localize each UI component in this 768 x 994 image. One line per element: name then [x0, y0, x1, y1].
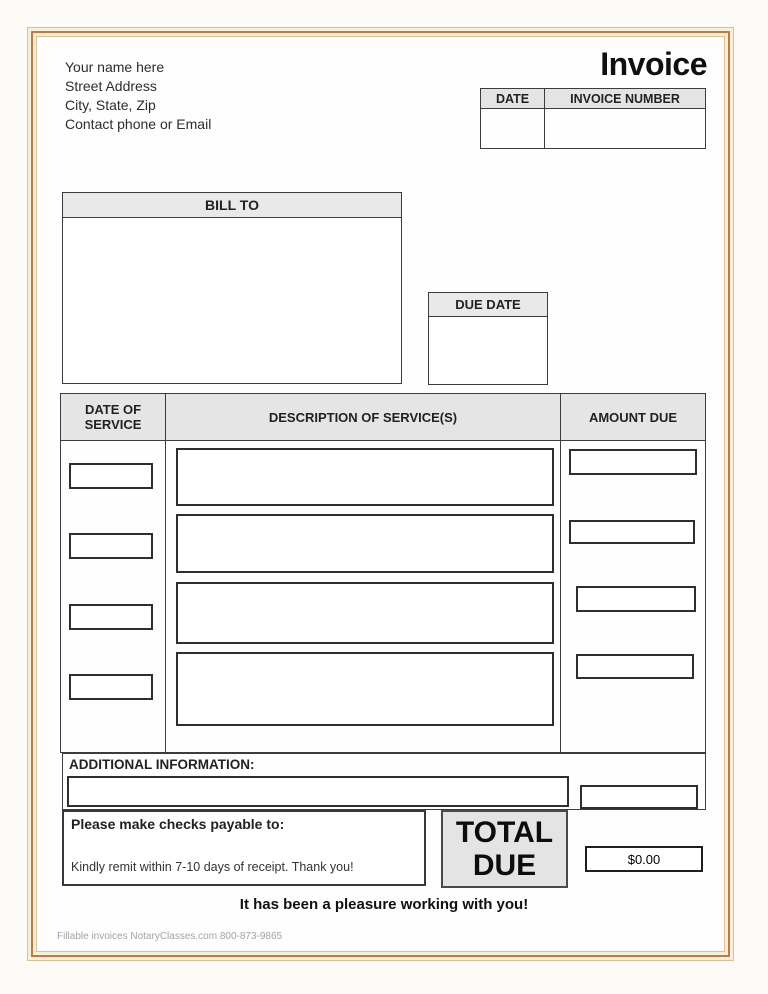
due-date-input[interactable]: [429, 317, 547, 383]
remit-note: Kindly remit within 7-10 days of receipt. Thank you!: [71, 860, 354, 874]
total-due-amount-input[interactable]: [585, 846, 703, 872]
sender-city-state-zip: City, State, Zip: [65, 97, 156, 113]
date-invoice-number-table: [480, 88, 706, 149]
invoice-number-input[interactable]: [545, 109, 705, 148]
total-due-word-2: DUE: [472, 849, 537, 882]
date-of-service-column: [61, 441, 166, 752]
amount-due-input-row3[interactable]: [576, 586, 696, 612]
description-column-header: DESCRIPTION OF SERVICE(S): [166, 394, 561, 441]
description-input-row4[interactable]: [176, 652, 554, 726]
date-of-service-input-row4[interactable]: [69, 674, 153, 700]
sender-address-block: [65, 58, 211, 134]
checks-payable-box: [62, 810, 426, 886]
due-date-panel: [428, 292, 548, 385]
additional-information-section: [62, 753, 706, 810]
due-date-body: [429, 317, 547, 383]
total-due-word-1: TOTAL: [455, 816, 554, 849]
date-of-service-input-row2[interactable]: [69, 533, 153, 559]
date-of-service-input-row3[interactable]: [69, 604, 153, 630]
total-due-cell: [441, 810, 568, 888]
amount-due-input-row1[interactable]: [569, 449, 697, 475]
amount-due-input-row4[interactable]: [576, 654, 694, 679]
invoice-number-cell: [545, 109, 705, 148]
bill-to-body: [63, 218, 401, 383]
description-input-row2[interactable]: [176, 514, 554, 573]
invoice-number-column-header: INVOICE NUMBER: [545, 89, 705, 108]
date-of-service-input-row1[interactable]: [69, 463, 153, 489]
amount-due-column: [561, 441, 705, 752]
description-input-row3[interactable]: [176, 582, 554, 644]
bill-to-header: BILL TO: [63, 193, 401, 218]
amount-due-column-header: AMOUNT DUE: [561, 394, 705, 441]
date-of-service-column-header: DATE OF SERVICE: [61, 394, 166, 441]
description-input-row1[interactable]: [176, 448, 554, 506]
service-table: [60, 393, 706, 753]
service-table-body: [61, 441, 705, 752]
description-column: [166, 441, 561, 752]
bill-to-panel: [62, 192, 402, 384]
sender-name: Your name here: [65, 59, 165, 75]
date-table-header-row: [481, 89, 705, 109]
closing-message: It has been a pleasure working with you!: [239, 896, 529, 913]
service-table-header-row: [61, 394, 705, 441]
page-title: Invoice: [600, 46, 707, 82]
checks-payable-label: Please make checks payable to:: [71, 816, 285, 832]
sender-contact: Contact phone or Email: [65, 116, 212, 132]
footer-credit: Fillable invoices NotaryClasses.com 800-873-9865: [57, 931, 283, 942]
date-cell: [481, 109, 545, 148]
additional-information-input[interactable]: [67, 776, 569, 807]
amount-due-input-row2[interactable]: [569, 520, 695, 544]
date-table-body-row: [481, 109, 705, 148]
additional-information-label: ADDITIONAL INFORMATION:: [69, 757, 255, 772]
due-date-header: DUE DATE: [429, 293, 547, 317]
date-input[interactable]: [481, 109, 544, 148]
sender-street: Street Address: [65, 78, 157, 94]
date-column-header: DATE: [481, 89, 545, 108]
additional-amount-input[interactable]: [580, 785, 698, 809]
bill-to-input[interactable]: [63, 218, 401, 383]
